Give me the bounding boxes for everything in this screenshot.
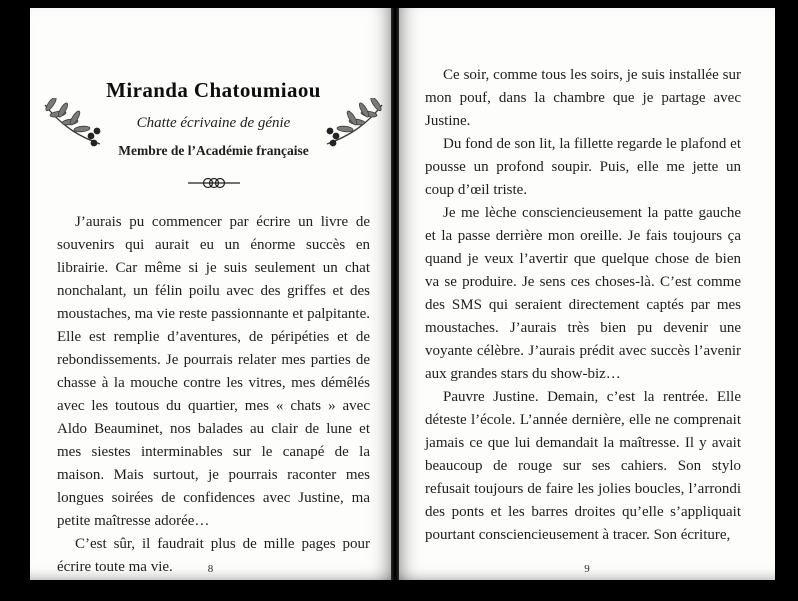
chapter-subtitle: Chatte écrivaine de génie bbox=[136, 115, 291, 131]
laurel-branch-right-icon bbox=[324, 98, 386, 148]
paragraph: C’est sûr, il faudrait plus de mille pages pour écrire toute ma vie. bbox=[57, 536, 370, 575]
page-number-right: 9 bbox=[584, 563, 590, 575]
paragraph: Pauvre Justine. Demain, c’est la rentrée. Elle déteste l’école. L’année dernière, elle ne comprenait jamais ce que lui demandait la maîtresse. Il y avait beaucoup de rouge sur ses cahiers. Son stylo refusait toujours de faire les jolies boucles, l’arrondi des ponts et les barres droites qu’elle s’appliquait pourtant consciencieusement à tracer. Son écriture, bbox=[425, 389, 741, 543]
book-spine-gutter bbox=[391, 8, 399, 580]
laurel-branch-left-icon bbox=[41, 98, 103, 148]
squiggle-divider-icon bbox=[186, 175, 242, 191]
chapter-header bbox=[57, 78, 370, 191]
chapter-affiliation: Membre de l’Académie française bbox=[118, 143, 309, 158]
left-page-body-text bbox=[57, 211, 370, 579]
left-page bbox=[30, 8, 391, 580]
right-page bbox=[399, 8, 775, 580]
chapter-title: Miranda Chatoumiaou bbox=[106, 78, 321, 102]
paragraph: Du fond de son lit, la fillette regarde le plafond et pousse un profond soupir. Puis, elle me jette un coup d’œil triste. bbox=[425, 136, 741, 198]
paragraph: Je me lèche consciencieusement la patte gauche et la passe derrière mon oreille. Je fais toujours ça quand je veux l’avertir que quelque chose de bien va se produire. Je sens ces choses-là. C’est comme des SMS qui seraient directement captés par mes moustaches. J’aurais très bien pu devenir une voyante célèbre. J’aurais prédit avec succès l’avenir aux grandes stars du show-biz… bbox=[425, 205, 741, 382]
paragraph: J’aurais pu commencer par écrire un livre de souvenirs qui aurait eu un énorme succès en librairie. Car même si je suis seulement un chat nonchalant, un félin poilu avec des griffes et des moustaches, ma vie reste passionnante et palpitante. Elle est remplie d’aventures, de péripéties et de rebondissements. Je pourrais relater mes parties de chasse à la mouche contre les vitres, mes démêlés avec les toutous du quartier, mes « chats » avec Aldo Beauminet, nos balades au clair de lune et mes siestes interminables sur le canapé de la maison. Mais surtout, je pourrais raconter mes longues soirées de confidences avec Justine, ma petite maîtresse adorée… bbox=[57, 214, 370, 529]
page-number-left: 8 bbox=[207, 563, 214, 575]
right-page-body-text bbox=[425, 64, 741, 547]
paragraph: Ce soir, comme tous les soirs, je suis installée sur mon pouf, dans la chambre que je partage avec Justine. bbox=[425, 67, 741, 129]
